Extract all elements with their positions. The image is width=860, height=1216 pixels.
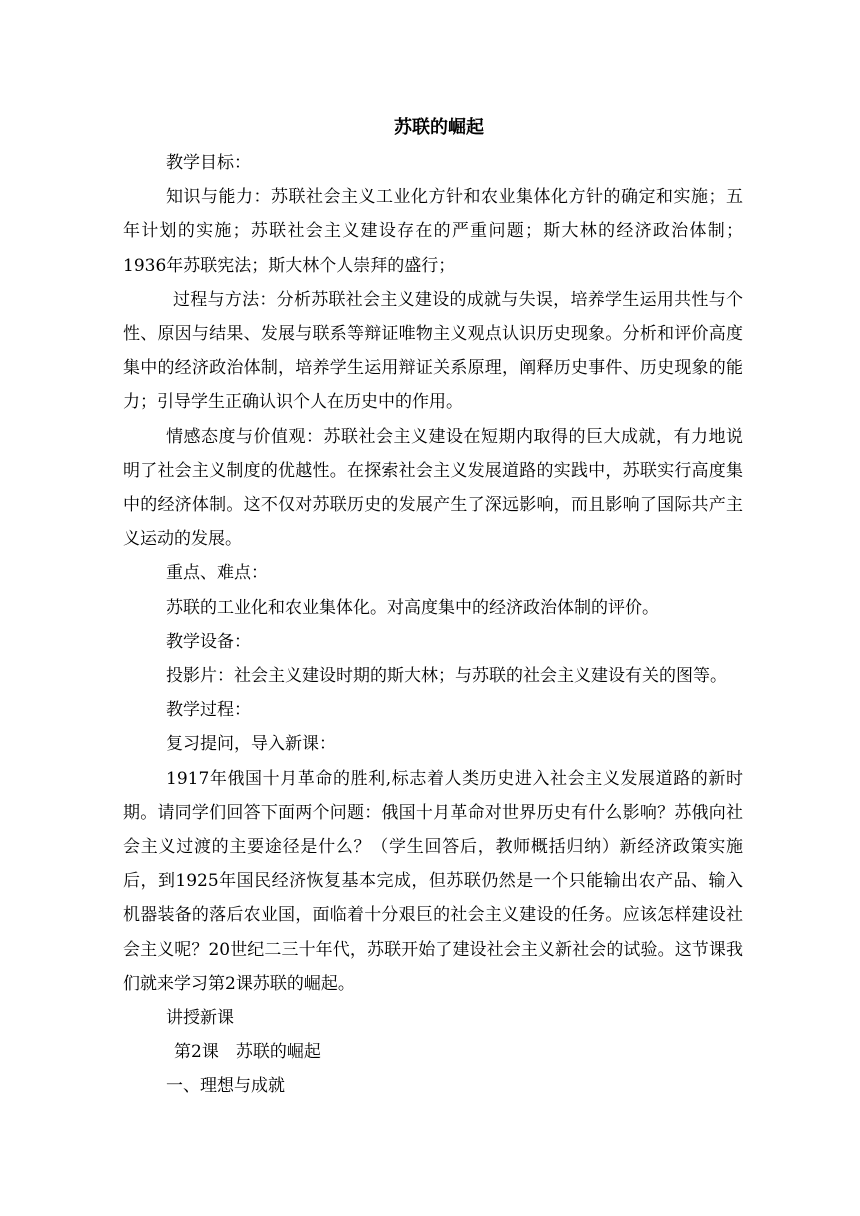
- heading-review-intro: 复习提问，导入新课：: [166, 734, 336, 755]
- heading-teaching-process: 教学过程：: [166, 700, 251, 721]
- heading-section-1: 一、理想与成就: [166, 1076, 285, 1097]
- paragraph-emotion-values: 情感态度与价值观：苏联社会主义建设在短期内取得的巨大成就，有力地说明了社会主义制度的优越性。在探索社会主义发展道路的实践中，苏联实行高度集中的经济体制。这不仅对苏联历史的发展产生了深远影响，而且影响了国际共产主义运动的发展。: [123, 426, 743, 550]
- heading-teaching-equipment: 教学设备：: [166, 631, 251, 652]
- heading-key-difficulties: 重点、难点：: [166, 563, 268, 584]
- paragraph-knowledge-ability: 知识与能力：苏联社会主义工业化方针和农业集体化方针的确定和实施；五年计划的实施；苏联社会主义建设存在的严重问题；斯大林的经济政治体制；1936年苏联宪法；斯大林个人崇拜的盛行；: [123, 187, 743, 276]
- document-body: [123, 110, 743, 1104]
- heading-new-lesson: 讲授新课: [166, 1008, 234, 1029]
- paragraph-key-difficulties: 苏联的工业化和农业集体化。对高度集中的经济政治体制的评价。: [166, 597, 659, 618]
- paragraph-process-method: 过程与方法：分析苏联社会主义建设的成就与失误，培养学生运用共性与个性、原因与结果、发展与联系等辩证唯物主义观点认识历史现象。分析和评价高度集中的经济政治体制，培养学生运用辩证关系原理，阐释历史事件、历史现象的能力；引导学生正确认识个人在历史中的作用。: [123, 289, 743, 413]
- paragraph-teaching-equipment: 投影片：社会主义建设时期的斯大林；与苏联的社会主义建设有关的图等。: [166, 666, 727, 687]
- document-title: 苏联的崛起: [394, 117, 484, 138]
- heading-teaching-goals: 教学目标：: [166, 153, 251, 173]
- heading-lesson-2: 第2课 苏联的崛起: [174, 1042, 321, 1063]
- paragraph-review-intro: 1917年俄国十月革命的胜利,标志着人类历史进入社会主义发展道路的新时期。请同学们回答下面两个问题：俄国十月革命对世界历史有什么影响？苏俄向社会主义过渡的主要途径是什么？（学生回答后，教师概括归纳）新经济政策实施后，到1925年国民经济恢复基本完成，但苏联仍然是一个只能输出农产品、输入机器装备的落后农业国，面临着十分艰巨的社会主义建设的任务。应该怎样建设社会主义呢？20世纪二三十年代，苏联开始了建设社会主义新社会的试验。这节课我们就来学习第2课苏联的崛起。: [123, 768, 743, 994]
